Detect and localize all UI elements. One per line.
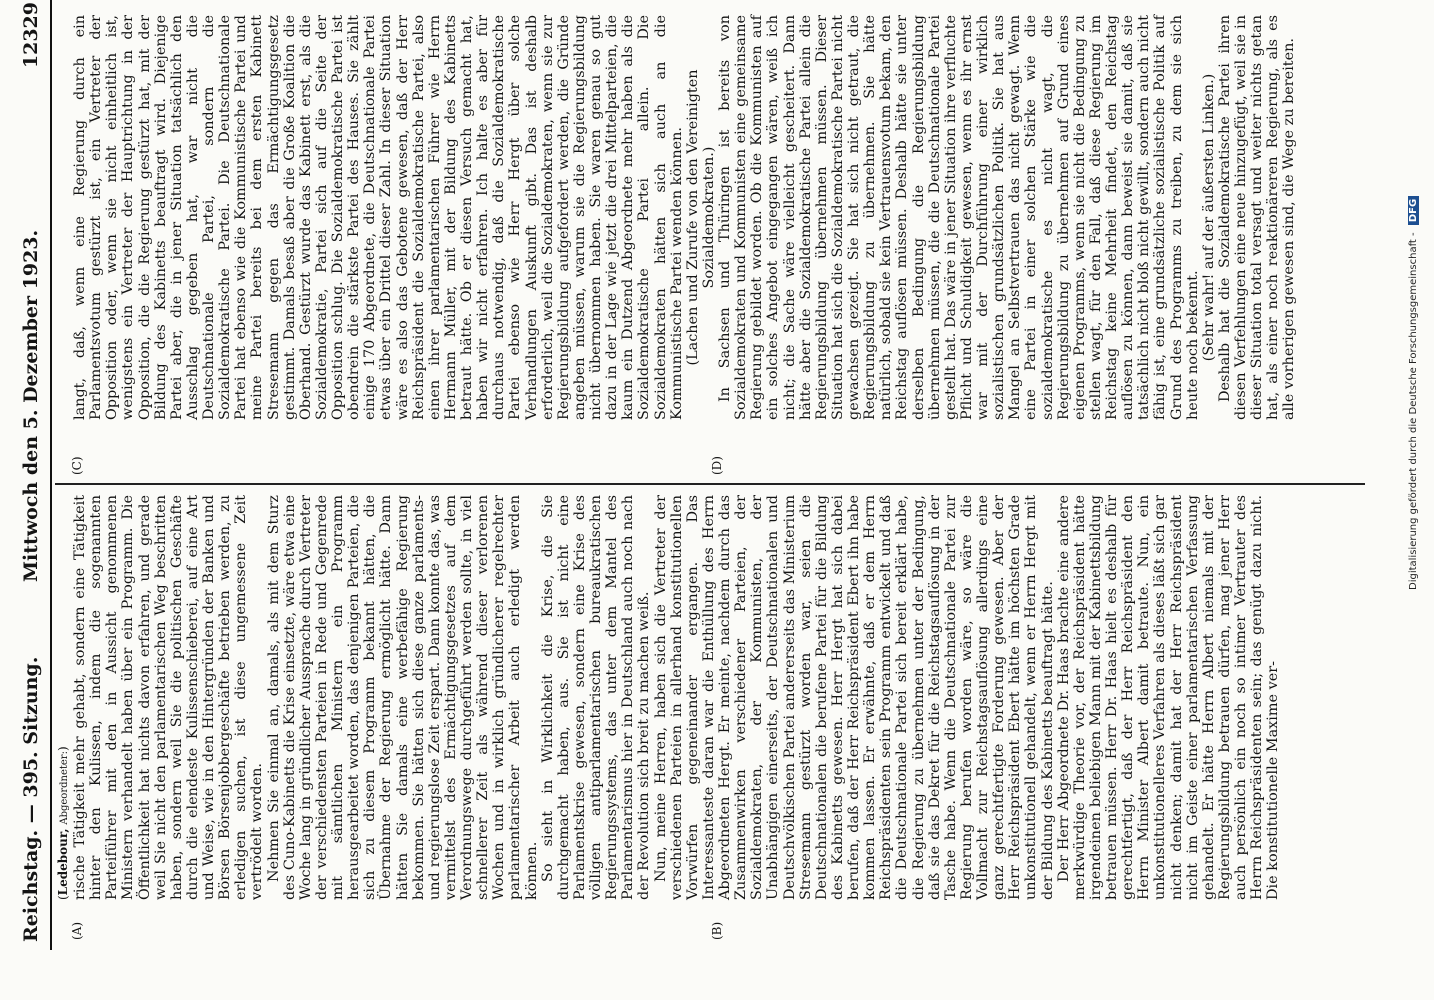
paragraph: So sieht in Wirklichkeit die Krise, die Sie durchgemacht haben, aus. Sie ist nicht eine Parlamentskrise gewesen, sondern eine Krise des völligen antiparlamentarischen bureaukratischen Regierungssystems, das unter dem Mantel des Parlamentarismus hier in Deutschland auch noch nach der Revolution sich breit zu machen weiß.	[539, 495, 653, 900]
paragraph: Nun, meine Herren, haben sich die Vertreter der verschiedenen Parteien in allerhand konstitutionellen Vorwürfen gegeneinander ergangen. Das Interessanteste daran war die Enthüllung des Herrn Abgeordneten Hergt. Er meinte, nachdem durch das Zusammenwirken verschiedener Parteien, der Sozialdemokraten, der Kommunisten, der Unabhängigen einerseits, der Deutschnationalen und Deutschvölkischen Partei andererseits das Ministerium Stresemann gestürzt worden war, seien die Deutschnationalen die berufene Partei für die Bildung des Kabinetts gewesen. Herr Hergt hat sich dabei berufen, daß der Herr Reichspräsident Ebert ihn habe kommen lassen. Er erwähnte, daß er dem Herrn Reichspräsidenten sein Programm entwickelt und daß die Deutschnationale Partei sich bereit erklärt habe, die Regierung zu übernehmen unter der Bedingung, daß sie das Dekret für die Reichstagsauflösung in der Tasche habe. Wenn die Deutschnationale Partei zur Regierung berufen worden wäre, so wäre die Vollmacht zur Reichstagsauflösung allerdings eine ganz gerechtfertigte Forderung gewesen. Aber der Herr Reichspräsident Ebert hätte im höchsten Grade unkonstitutionell gehandelt, wenn er Herrn Hergt mit der Bildung des Kabinetts beauftragt hätte.	[652, 495, 1056, 900]
header-rule	[50, 0, 52, 950]
paragraph: Der Herr Abgeordnete Dr. Haas brachte eine andere merkwürdige Theorie vor, der Reichspräsident hätte irgendeinen beliebigen Mann mit der Kabinettsbildung betrauen müssen. Herr Dr. Haas hielt es deshalb für gerechtfertigt, daß der Herr Reichspräsident den Herrn Minister Albert damit betraute. Nun, ein unkonstitutionelleres Verfahren als dieses läßt sich gar nicht denken; damit hat der Herr Reichspräsident nicht im Geiste einer parlamentarischen Verfassung gehandelt. Er hätte Herrn Albert niemals mit der Regierungsbildung betrauen dürfen, mag jener Herr auch persönlich ein noch so intimer Vertrauter des Herrn Reichspräsidenten sein; das genügt dazu nicht. Die konstitutionelle Maxime ver-	[1055, 495, 1282, 900]
right-column	[72, 15, 1298, 420]
margin-marker-c: (C)	[70, 456, 84, 475]
margin-marker-a: (A)	[70, 921, 84, 940]
margin-marker-d: (D)	[710, 456, 724, 475]
dfg-logo: DFG	[1408, 196, 1419, 225]
interjection: (Sehr wahr! auf der äußersten Linken.)	[1200, 73, 1217, 362]
page-number: 12329	[20, 2, 42, 69]
paragraph: Deshalb hat die Sozialdemokratische Partei ihren diesen Verfehlungen eine neue hinzugefügt, weil sie in dieser Situation total versagt und weiter nichts getan hat, als einer noch reaktionäreren Regierung, als es alle vorherigen gewesen sind, die Wege zu bereiten.	[1216, 15, 1298, 420]
left-column	[72, 495, 1281, 900]
page-header	[18, 2, 48, 942]
header-date: Mittwoch den 5. Dezember 1923.	[20, 229, 42, 582]
speaker-line: (Ledebour, Abgeordneter:)	[56, 746, 70, 900]
digitization-credit	[1408, 10, 1419, 590]
margin-marker-b: (B)	[710, 921, 724, 940]
interjection: (Lachen und Zurufe von den Vereinigten Sozialdemokraten.)	[684, 69, 717, 366]
speaker-name: Ledebour,	[56, 828, 70, 896]
speaker-role: Abgeordneter:	[59, 751, 70, 825]
column-divider	[55, 483, 1365, 485]
header-session: Reichstag. — 395. Sitzung.	[20, 656, 42, 942]
paragraph: langt, daß, wenn eine Regierung durch ein Parlamentsvotum gestürzt ist, ein Vertreter der Opposition oder, wenn sie nicht einheitlich ist, wenigstens ein Vertreter der Hauptrichtung in der Opposition, die die Regierung gestürzt hat, mit der Bildung des Kabinetts beauftragt wird. Diejenige Partei aber, die in jener Situation tatsächlich den Ausschlag gegeben hat, war nicht die Deutschnationale Partei, sondern die Sozialdemokratische Partei. Die Deutschnationale Partei hat ebenso wie die Kommunistische Partei und meine Partei bereits bei dem ersten Kabinett Stresemann gegen das Ermächtigungsgesetz gestimmt. Damals besaß aber die Große Koalition die Oberhand. Gestürzt wurde das Kabinett erst, als die Sozialdemokratie, Partei sich auf die Seite der Opposition schlug. Die Sozialdemokratische Partei ist obendrein die stärkste Partei des Hauses. Sie zählt einige 170 Abgeordnete, die Deutschnationale Partei etwas über ein Drittel dieser Zahl. In dieser Situation wäre es also das Gebotene gewesen, daß der Herr Reichspräsident die Sozialdemokratische Partei, also einen ihrer parlamentarischen Führer wie Herrn Hermann Müller, mit der Bildung des Kabinetts betraut hätte. Ob er diesen Versuch gemacht hat, haben wir nicht erfahren. Ich halte es aber für durchaus notwendig, daß die Sozialdemokratische Partei ebenso wie Herr Hergt über solche Verhandlungen Auskunft gibt. Das ist deshalb erforderlich, weil die Sozialdemokraten, wenn sie zur Regierungsbildung aufgefordert werden, die Gründe angeben müssen, warum sie die Regierungsbildung nicht übernommen haben. Sie waren genau so gut dazu in der Lage wie jetzt die drei Mittelparteien, die kaum ein Dutzend Abgeordnete mehr haben als die Sozialdemokratische Partei allein. Die Sozialdemokraten hätten sich auch an die Kommunistische Partei wenden können.	[72, 15, 685, 420]
paragraph: In Sachsen und Thüringen ist bereits von Sozialdemokraten und Kommunisten eine gemeinsame Regierung gebildet worden. Ob die Kommunisten auf ein solches Angebot eingegangen wären, weiß ich nicht; die Sache wäre vielleicht gescheitert. Dann hätte aber die Sozialdemokratische Partei allein die Regierungsbildung übernehmen müssen. Dieser Situation hat sich die Sozialdemokratische Partei nicht gewachsen gezeigt. Sie hat sich nicht getraut, die Regierungsbildung zu übernehmen. Sie hätte natürlich, sobald sie kein Vertrauensvotum bekam, den Reichstag auflösen müssen. Deshalb hätte sie unter derselben Bedingung die Regierungsbildung übernehmen müssen, die die Deutschnationale Partei gestellt hat. Das wäre in jener Situation ihre verfluchte Pflicht und Schuldigkeit gewesen, wenn es ihr ernst war mit der Durchführung einer wirklich sozialistischen grundsätzlichen Politik. Sie hat aus Mangel an Selbstvertrauen das nicht gewagt. Wenn eine Partei in einer solchen Stärke wie die sozialdemokratische es nicht wagt, die Regierungsbildung zu übernehmen auf Grund eines eigenen Programms, wenn sie nicht die Bedingung zu stellen wagt, für den Fall, daß diese Regierung im Reichstag keine Mehrheit findet, den Reichstag auflösen zu können, dann beweist sie damit, daß sie tatsächlich nicht bloß nicht gewillt, sondern auch nicht fähig ist, eine grundsätzliche sozialistische Politik auf Grund des Programms zu treiben, zu dem sie sich heute noch bekennt.	[717, 15, 1201, 420]
credit-text: Digitalisierung gefördert durch die Deutsche Forschungsgemeinschaft -	[1408, 232, 1419, 590]
paragraph: Nehmen Sie einmal an, damals, als mit dem Sturz des Cuno-Kabinetts die Krise einsetzte, wäre etwa eine Woche lang in gründlicher Aussprache durch Vertreter der verschiedensten Parteien in Rede und Gegenrede mit sämtlichen Ministern ein Programm herausgearbeitet worden, das denjenigen Parteien, die sich zu diesem Programm bekannt hätten, die Übernahme der Regierung ermöglicht hätte. Dann hätten Sie damals eine werbefähige Regierung bekommen. Sie hätten sich diese ganze parlaments- und regierungslose Zeit erspart. Dann konnte das, was vermittelst des Ermächtigungsgesetzes auf dem Verordnungswege durchgeführt werden sollte, in viel schnellerer Zeit als während dieser verlorenen Wochen und in wirklich gründlicherer regelrechter parlamentarischer Arbeit auch erledigt werden können.	[265, 495, 540, 900]
paragraph: rische Tätigkeit mehr gehabt, sondern eine Tätigkeit hinter den Kulissen, indem die sogenannten Parteiführer mit den in Aussicht genommenen Ministern verhandelt haben über ein Programm. Die Öffentlichkeit hat nichts davon erfahren, und gerade weil Sie nicht den parlamentarischen Weg beschritten haben, sondern weil Sie die politischen Geschäfte durch die elendeste Kulissenschieberei, auf eine Art und Weise, wie in den Hintergründen der Banken und Börsen Börsenjobbergeschäfte betrieben werden, zu erledigen suchen, ist diese ungemessene Zeit vertrödelt worden.	[72, 495, 266, 900]
